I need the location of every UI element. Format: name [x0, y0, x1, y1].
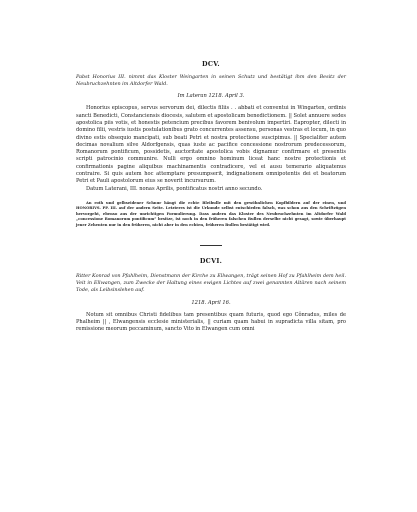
document-body: Notum sit omnibus Christi fidelibus tam presentibus quam futuris, quod ego Cônradus, miles de Phalheim || , Elwangensis ecclesie ministerialis, || curiam quam habui in supradicta villa sitam, pro remissione meorum peccaminum, sancto Vito in Elwangen cum omni — [76, 311, 346, 333]
document-closing: Datum Laterani, III. nonas Aprilis, pontificatus nostri anno secundo. — [86, 185, 263, 192]
document-body: Honorius episcopus, servus servorum dei, dilectis filiis . . abbati et conventui in Wingarten, ordinis sancti Benedicti, Constanciensis diocesis, salutem et apostolicam benedictionem. || Solet annuere sedes apostolica piis votis, et honestis petencium precibus favorem benivolum impertiri. Eapropter, dilecti in domino filii, vestris iustis postulationibus grato concurrentes assensu, personas vestras et locum, in quo divino estis obsequio mancipati, sub beati Petri et nostra protectione suscipimus. || Specialiter autem decimas novalium silve Aldorfgensis, quas iuste ac pacifice concessione nostrorum predecessorum, Romanorum pontificum, possidetis, auctoritate apostolica vobis dignamur confirmare et presentis scripti patrocinio communire. Nulli ergo omnino hominum liceat hanc nostre protectionis et confirmationis pagine aliquibus machinamentis contradicere, vel ei ausu temerario aliquatenus contraire. Si quis autem hoc attemptare presumpserit, indignationem omnipotentis dei et beatorum Petri et Pauli apostolorum eius se noverit incursurum. — [76, 105, 346, 185]
document-summary: Ritter Konrad von Pfahlheim, Dienstmann der Kirche zu Ellwangen, trägt seinen Hof zu Pfahlheim dem heil. Veit in Ellwangen, zum Zwecke der Haltung eines ewigen Lichtes auf zwei genannten Altären nach seinem Tode, als Leibsinslehen auf. — [76, 273, 346, 294]
document-summary: Pabst Honorius III. nimmt das Kloster Weingarten in seinen Schutz und bestätigt ihm den Besitz der Neubruchzehnten im Altdorfer Wald. — [76, 74, 346, 88]
document-number: DCV. — [202, 60, 220, 68]
document-page — [76, 60, 346, 334]
section-divider — [200, 245, 222, 246]
editorial-note: An roth und gelbseidener Schnur hängt die echte Bleibulle mit den gewöhnlichen Kopfbildern auf der einen, und HONORIVS. PP. III. auf der andern Seite. Letzteres ist die Urkunde selbst entschieden falsch, was schon aus den Schriftzügen hervorgeht, ebenso aus der unrichtigen Formulierung. Dass andern das Kloster des Neubruchzehnten im Altdorfer Wald „concessione Romanorum pontificum“ besitze, ist noch in den früheren falschen Bullen derselbe nicht gesagt, sowie überhaupt jener Zehenten nur in den früheren, nicht aber in den echten, früheren Bullen bestätigt wird. — [76, 200, 346, 227]
document-dateline: 1218. April 16. — [191, 299, 231, 306]
document-number: DCVI. — [199, 257, 223, 265]
document-dateline: Im Lateran 1218. April 3. — [177, 93, 245, 100]
